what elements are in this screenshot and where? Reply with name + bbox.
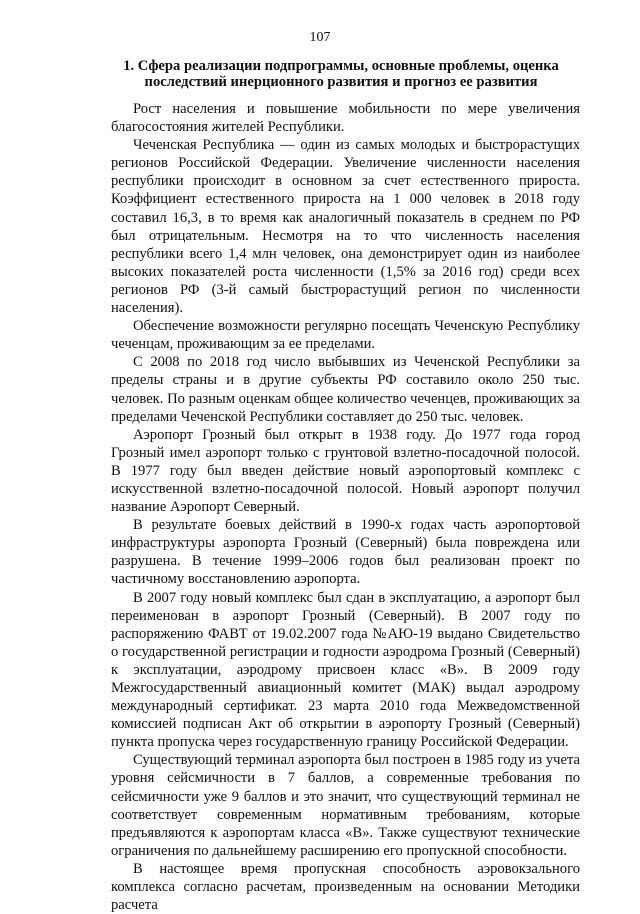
paragraph: В 2007 году новый комплекс был сдан в эксплуатацию, а аэропорт был переименован в аэропорт Грозный (Северный). В 2007 году по распоряжению ФАВТ от 19.02.2007 года №АЮ-19 выдано Свидетельство о государственной регистрации и годности аэродрома Грозный (Северный) к эксплуатации, аэродрому присвоен класс «В». В 2009 году Межгосударственный авиационный комитет (МАК) выдал аэродрому международный сертификат. 23 марта 2010 года Межведомственной комиссией подписан Акт об открытии в аэропорту Грозный (Северный) пункта пропуска через государственную границу Российской Федерации.: [111, 589, 580, 751]
paragraph: Аэропорт Грозный был открыт в 1938 году. До 1977 года город Грозный имел аэропорт только с грунтовой взлетно-посадочной полосой. В 1977 году был введен действие новый аэропортовый комплекс с искусственной взлетно-посадочной полосой. Новый аэропорт получил название Аэропорт Северный.: [111, 426, 580, 516]
paragraph: Рост населения и повышение мобильности по мере увеличения благосостояния жителей Республики.: [111, 101, 580, 136]
body-text: [111, 100, 580, 914]
page-number: 107: [309, 30, 331, 45]
paragraph: С 2008 по 2018 год число выбывших из Чеченской Республики за пределы страны и в другие субъекты РФ составило около 250 тыс. человек. По разным оценкам общее количество чеченцев, проживающих за пределами Чеченской Республики составляет до 250 тыс. человек.: [111, 354, 580, 425]
section-heading: 1. Сфера реализации подпрограммы, основные проблемы, оценка последствий инерционного развития и прогноз ее развития: [123, 58, 559, 90]
paragraph: Существующий терминал аэропорта был построен в 1985 году из учета уровня сейсмичности в 7 баллов, а современные требования по сейсмичности уже 9 баллов и это значит, что существующий терминал не соответствует современным нормативным требованиям, которые предъявляются к аэропортам класса «В». Также существуют технические ограничения по дальнейшему расширению его пропускной способности.: [111, 752, 580, 859]
paragraph: Чеченская Республика — один из самых молодых и быстрорастущих регионов Российской Федерации. Увеличение численности населения республики происходит в основном за счет естественного прироста. Коэффициент естественного прироста на 1 000 человек в 2018 году составил 16,3, в то время как аналогичный показатель в среднем по РФ был отрицательным. Несмотря на то что численность населения республики всего 1,4 млн человек, она демонстрирует один из наиболее высоких показателей роста численности (1,5% за 2016 год) среди всех регионов РФ (3-й самый быстрорастущий регион по численности населения).: [111, 137, 580, 317]
paragraph: В настоящее время пропускная способность аэровокзального комплекса согласно расчетам, произведенным на основании Методики расчета: [111, 860, 580, 914]
paragraph: Обеспечение возможности регулярно посещать Чеченскую Республику чеченцам, проживающим за ее пределами.: [111, 318, 580, 353]
paragraph: В результате боевых действий в 1990-х годах часть аэропортовой инфраструктуры аэропорта Грозный (Северный) была повреждена или разрушена. В течение 1999–2006 годов был реализован проект по частичному восстановлению аэропорта.: [111, 517, 580, 588]
